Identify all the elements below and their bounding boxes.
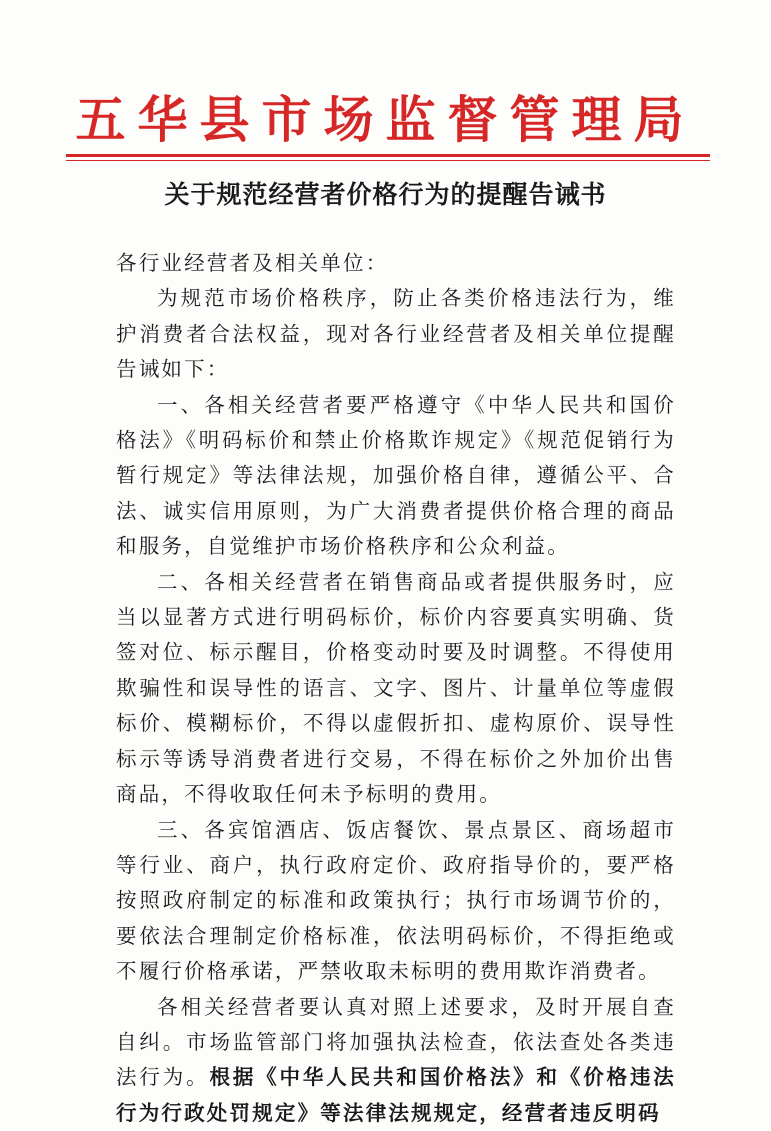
header-divider-thick — [66, 154, 710, 157]
issuing-authority-name: 五华县市场监督管理局 — [75, 90, 696, 149]
salutation: 各行业经营者及相关单位： — [116, 251, 389, 275]
intro-paragraph: 为规范市场价格秩序，防止各类价格违法行为，维护消费者合法权益，现对各行业经营者及相关单位提醒告诫如下： — [116, 286, 676, 382]
document-body — [116, 246, 676, 1131]
header-divider-thin — [66, 160, 710, 161]
item-2-paragraph: 二、各相关经营者在销售商品或者提供服务时，应当以显著方式进行明码标价，标价内容要真实明确、货签对位、标示醒目，价格变动时要及时调整。不得使用欺骗性和误导性的语言、文字、图片、计量单位等虚假标价、模糊标价，不得以虚假折扣、虚构原价、误导性标示等诱导消费者进行交易，不得在标价之外加价出售商品，不得收取任何未予标明的费用。 — [116, 569, 676, 807]
document-title: 关于规范经营者价格行为的提醒告诫书 — [164, 180, 607, 209]
closing-paragraph — [116, 990, 676, 1131]
item-1-paragraph: 一、各相关经营者要严格遵守《中华人民共和国价格法》《明码标价和禁止价格欺诈规定》《规范促销行为暂行规定》等法律法规，加强价格自律，遵循公平、合法、诚实信用原则，为广大消费者提供价格合理的商品和服务，自觉维护市场价格秩序和公众利益。 — [116, 392, 676, 559]
item-3-paragraph: 三、各宾馆酒店、饭店餐饮、景点景区、商场超市等行业、商户，执行政府定价、政府指导价的，要严格按照政府制定的标准和政策执行；执行市场调节价的，要依法合理制定价格标准，依法明码标价，不得拒绝或不履行价格承诺，严禁收取未标明的费用欺诈消费者。 — [116, 817, 676, 984]
closing-bold-text: 根据《中华人民共和国价格法》和《价格违法行为行政处罚规定》等法律法规规定，经营者违反明码 — [116, 1065, 676, 1125]
closing-normal-text: 各相关经营者要认真对照上述要求，及时开展自查自纠。市场监管部门将加强执法检查，依法查处各类违法行为。 — [116, 994, 676, 1090]
